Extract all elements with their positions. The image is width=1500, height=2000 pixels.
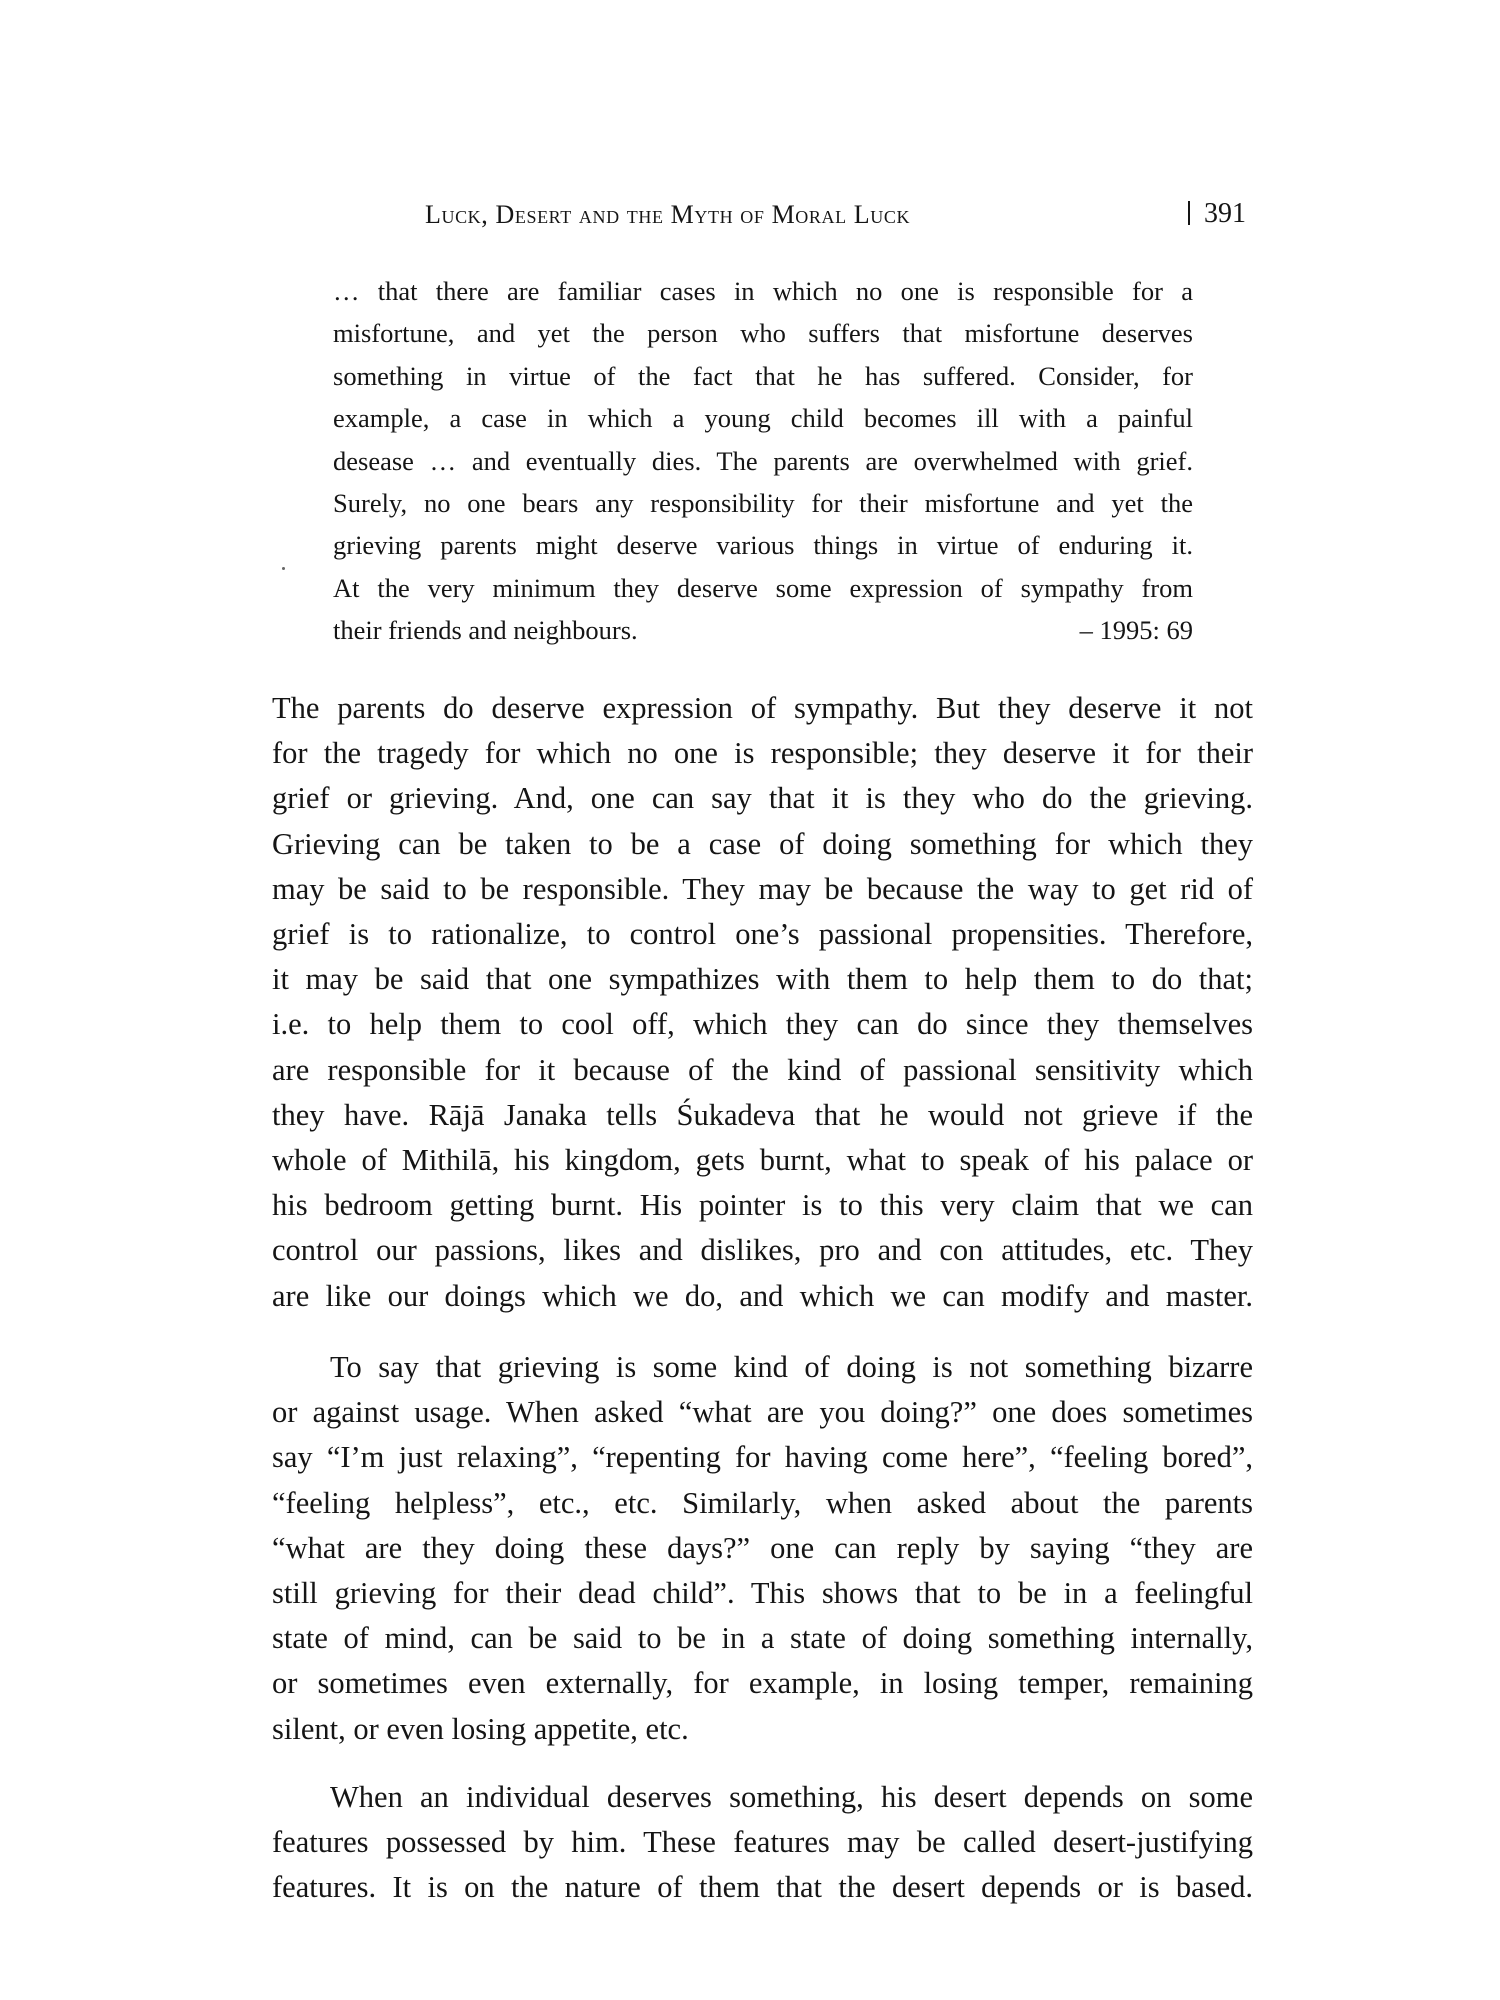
paragraph-line: whole of Mithilā, his kingdom, gets burnt, what to speak of his palace or	[272, 1143, 1253, 1178]
page-number-value: 391	[1204, 198, 1246, 229]
paragraph-line: “what are they doing these days?” one can reply by saying “they are	[272, 1530, 1253, 1565]
paragraph-1	[272, 686, 1253, 1319]
paragraph-line: they have. Rājā Janaka tells Śukadeva that he would not grieve if the	[272, 1097, 1253, 1132]
quote-line: desease … and eventually dies. The parents are overwhelmed with grief.	[333, 445, 1193, 476]
paragraph-line: When an individual deserves something, his desert depends on some	[330, 1780, 1253, 1814]
paragraph-line: features possessed by him. These features may be called desert-justifying	[272, 1825, 1253, 1860]
paragraph-line: silent, or even losing appetite, etc.	[272, 1711, 689, 1746]
paragraph-line: his bedroom getting burnt. His pointer is to this very claim that we can	[272, 1188, 1253, 1223]
quote-line: something in virtue of the fact that he has suffered. Consider, for	[333, 360, 1193, 391]
paragraph-line: are responsible for it because of the kind of passional sensitivity which	[272, 1052, 1253, 1087]
paragraph-line: say “I’m just relaxing”, “repenting for having come here”, “feeling bored”,	[272, 1440, 1253, 1475]
quote-line: Surely, no one bears any responsibility for their misfortune and yet the	[333, 488, 1193, 519]
paragraph-line: Grieving can be taken to be a case of doing something for which they	[272, 826, 1253, 861]
paragraph-line: i.e. to help them to cool off, which they can do since they themselves	[272, 1007, 1253, 1042]
running-head-title: Luck, Desert and the Myth of Moral Luck	[425, 200, 911, 229]
paragraph-line: grief or grieving. And, one can say that it is they who do the grieving.	[272, 781, 1253, 816]
paragraph-line: features. It is on the nature of them that the desert depends or is based.	[272, 1870, 1253, 1905]
paragraph-line: “feeling helpless”, etc., etc. Similarly, when asked about the parents	[272, 1485, 1253, 1520]
paragraph-line: or against usage. When asked “what are you doing?” one does sometimes	[272, 1395, 1253, 1430]
quote-line: … that there are familiar cases in which no one is responsible for a	[333, 276, 1193, 306]
paragraph-line: it may be said that one sympathizes with them to help them to do that;	[272, 962, 1253, 997]
paragraph-line: are like our doings which we do, and which we can modify and master.	[272, 1278, 1253, 1313]
paragraph-line: or sometimes even externally, for example, in losing temper, remaining	[272, 1666, 1253, 1701]
quote-line: At the very minimum they deserve some expression of sympathy from	[333, 572, 1193, 603]
paragraph-line: may be said to be responsible. They may be because the way to get rid of	[272, 871, 1253, 906]
quote-citation: – 1995: 69	[1079, 615, 1193, 646]
paragraph-line: The parents do deserve expression of sympathy. But they deserve it not	[272, 691, 1253, 725]
page-number-rule	[1188, 201, 1190, 225]
quote-line: misfortune, and yet the person who suffers that misfortune deserves	[333, 318, 1193, 349]
paragraph-2	[272, 1345, 1253, 1752]
paragraph-line: for the tragedy for which no one is responsible; they deserve it for their	[272, 736, 1253, 771]
paragraph-line: To say that grieving is some kind of doing is not something bizarre	[330, 1350, 1253, 1384]
quote-line: their friends and neighbours.	[333, 615, 638, 646]
page-number	[1188, 198, 1246, 230]
paragraph-line: control our passions, likes and dislikes, pro and con attitudes, etc. They	[272, 1233, 1253, 1268]
quote-final-line	[333, 609, 1193, 651]
scan-speck	[282, 567, 285, 570]
block-quote	[333, 270, 1193, 652]
paragraph-line: still grieving for their dead child”. This shows that to be in a feelingful	[272, 1576, 1253, 1611]
paragraph-3	[272, 1775, 1253, 1911]
paragraph-line: grief is to rationalize, to control one’s passional propensities. Therefore,	[272, 917, 1253, 952]
quote-line: example, a case in which a young child becomes ill with a painful	[333, 403, 1193, 434]
quote-line: grieving parents might deserve various things in virtue of enduring it.	[333, 530, 1193, 561]
paragraph-line: state of mind, can be said to be in a state of doing something internally,	[272, 1621, 1253, 1656]
